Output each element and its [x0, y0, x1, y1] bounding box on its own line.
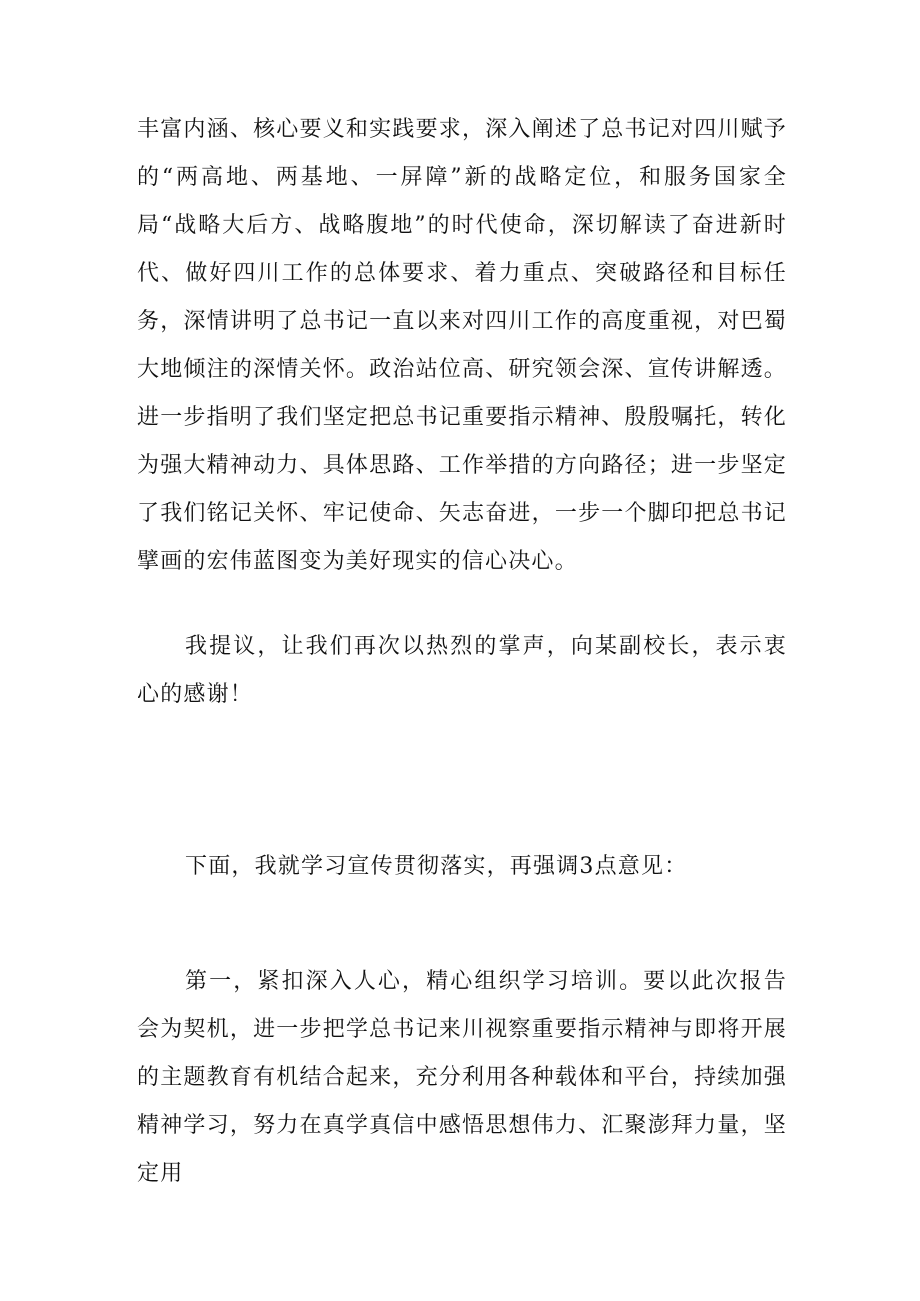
paragraph-applause-proposal: 我提议，让我们再次以热烈的掌声，向某副校长，表示衷心的感谢！	[137, 634, 787, 707]
paragraph-continuation: 丰富内涵、核心要义和实践要求，深入阐述了总书记对四川赋予的“两高地、两基地、一屏障”新的战略定位，和服务国家全局“战略大后方、战略腹地”的时代使命，深切解读了奋进新时代、做好四川工作的总体要求、着力重点、突破路径和目标任务，深情讲明了总书记一直以来对四川工作的高度重视，对巴蜀大地倾注的深情关怀。政治站位高、研究领会深、宣传讲解透。进一步指明了我们坚定把总书记重要指示精神、殷殷嘱托，转化为强大精神动力、具体思路、工作举措的方向路径；进一步坚定了我们铭记关怀、牢记使命、矢志奋进，一步一个脚印把总书记擘画的宏伟蓝图变为美好现实的信心决心。	[137, 117, 787, 574]
paragraph-point-one: 第一，紧扣深入人心，精心组织学习培训。要以此次报告会为契机，进一步把学总书记来川视察重要指示精神与即将开展的主题教育有机结合起来，充分利用各种载体和平台，持续加强精神学习，努力在真学真信中感悟思想伟力、汇聚澎拜力量，坚定用	[137, 969, 787, 1186]
paragraph-three-points-intro: 下面，我就学习宣传贯彻落实，再强调3点意见：	[185, 854, 688, 879]
